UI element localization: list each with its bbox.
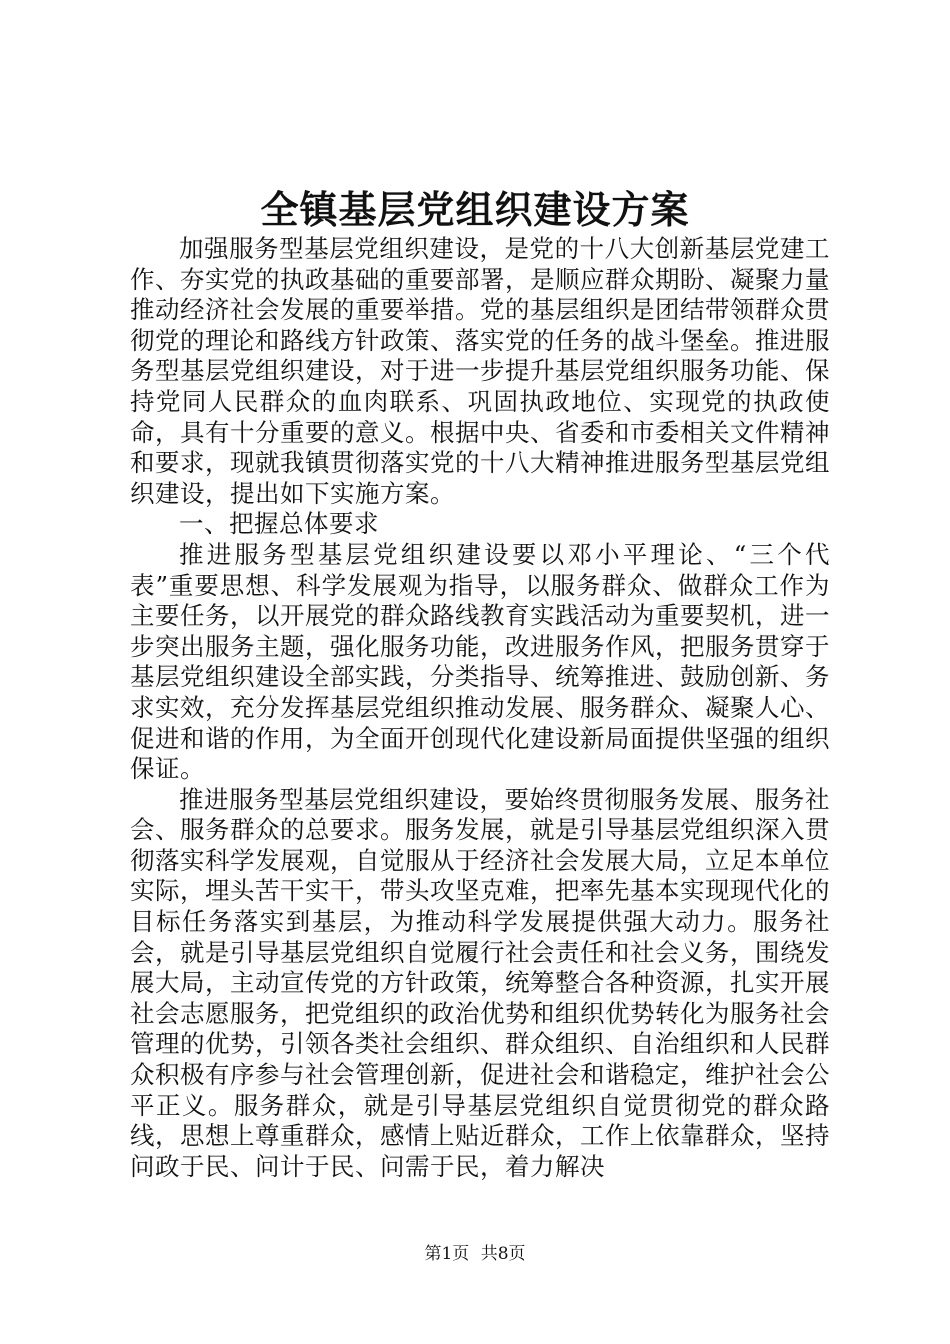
paragraph-requirements: 推进服务型基层党组织建设，要始终贯彻服务发展、服务社会、服务群众的总要求。服务发展，就是引导基层党组织深入贯彻落实科学发展观，自觉服从于经济社会发展大局，立足本单位实际，埋头苦干实干，带头攻坚克难，把率先基本实现现代化的目标任务落实到基层，为推动科学发展提供强大动力。服务社会，就是引导基层党组织自觉履行社会责任和社会义务，围绕发展大局，主动宣传党的方针政策，统筹整合各种资源，扎实开展社会志愿服务，把党组织的政治优势和组织优势转化为服务社会管理的优势，引领各类社会组织、群众组织、自治组织和人民群众积极有序参与社会管理创新，促进社会和谐稳定，维护社会公平正义。服务群众，就是引导基层党组织自觉贯彻党的群众路线，思想上尊重群众，感情上贴近群众，工作上依靠群众，坚持问政于民、问计于民、问需于民，着力解决: [130, 784, 830, 1181]
section-heading-1: 一、把握总体要求: [179, 509, 379, 539]
paragraph-intro: 加强服务型基层党组织建设，是党的十八大创新基层党建工作、夯实党的执政基础的重要部署，是顺应群众期盼、凝聚力量推动经济社会发展的重要举措。党的基层组织是团结带领群众贯彻党的理论和路线方针政策、落实党的任务的战斗堡垒。推进服务型基层党组织建设，对于进一步提升基层党组织服务功能、保持党同人民群众的血肉联系、巩固执政地位、实现党的执政使命，具有十分重要的意义。根据中央、省委和市委相关文件精神和要求，现就我镇贯彻落实党的十八大精神推进服务型基层党组织建设，提出如下实施方案。: [130, 234, 830, 508]
paragraph-guidance: 推进服务型基层党组织建设要以邓小平理论、“三个代表”重要思想、科学发展观为指导，以服务群众、做群众工作为主要任务，以开展党的群众路线教育实践活动为重要契机，进一步突出服务主题，强化服务功能，改进服务作风，把服务贯穿于基层党组织建设全部实践，分类指导、统筹推进、鼓励创新、务求实效，充分发挥基层党组织推动发展、服务群众、凝聚人心、促进和谐的作用，为全面开创现代化建设新局面提供坚强的组织保证。: [130, 539, 830, 784]
document-title: 全镇基层党组织建设方案: [260, 187, 690, 232]
page-total: 共8页: [480, 1244, 526, 1264]
document-body: [130, 234, 830, 1182]
page-number: 第1页: [424, 1244, 470, 1264]
page-footer: [0, 1243, 950, 1265]
